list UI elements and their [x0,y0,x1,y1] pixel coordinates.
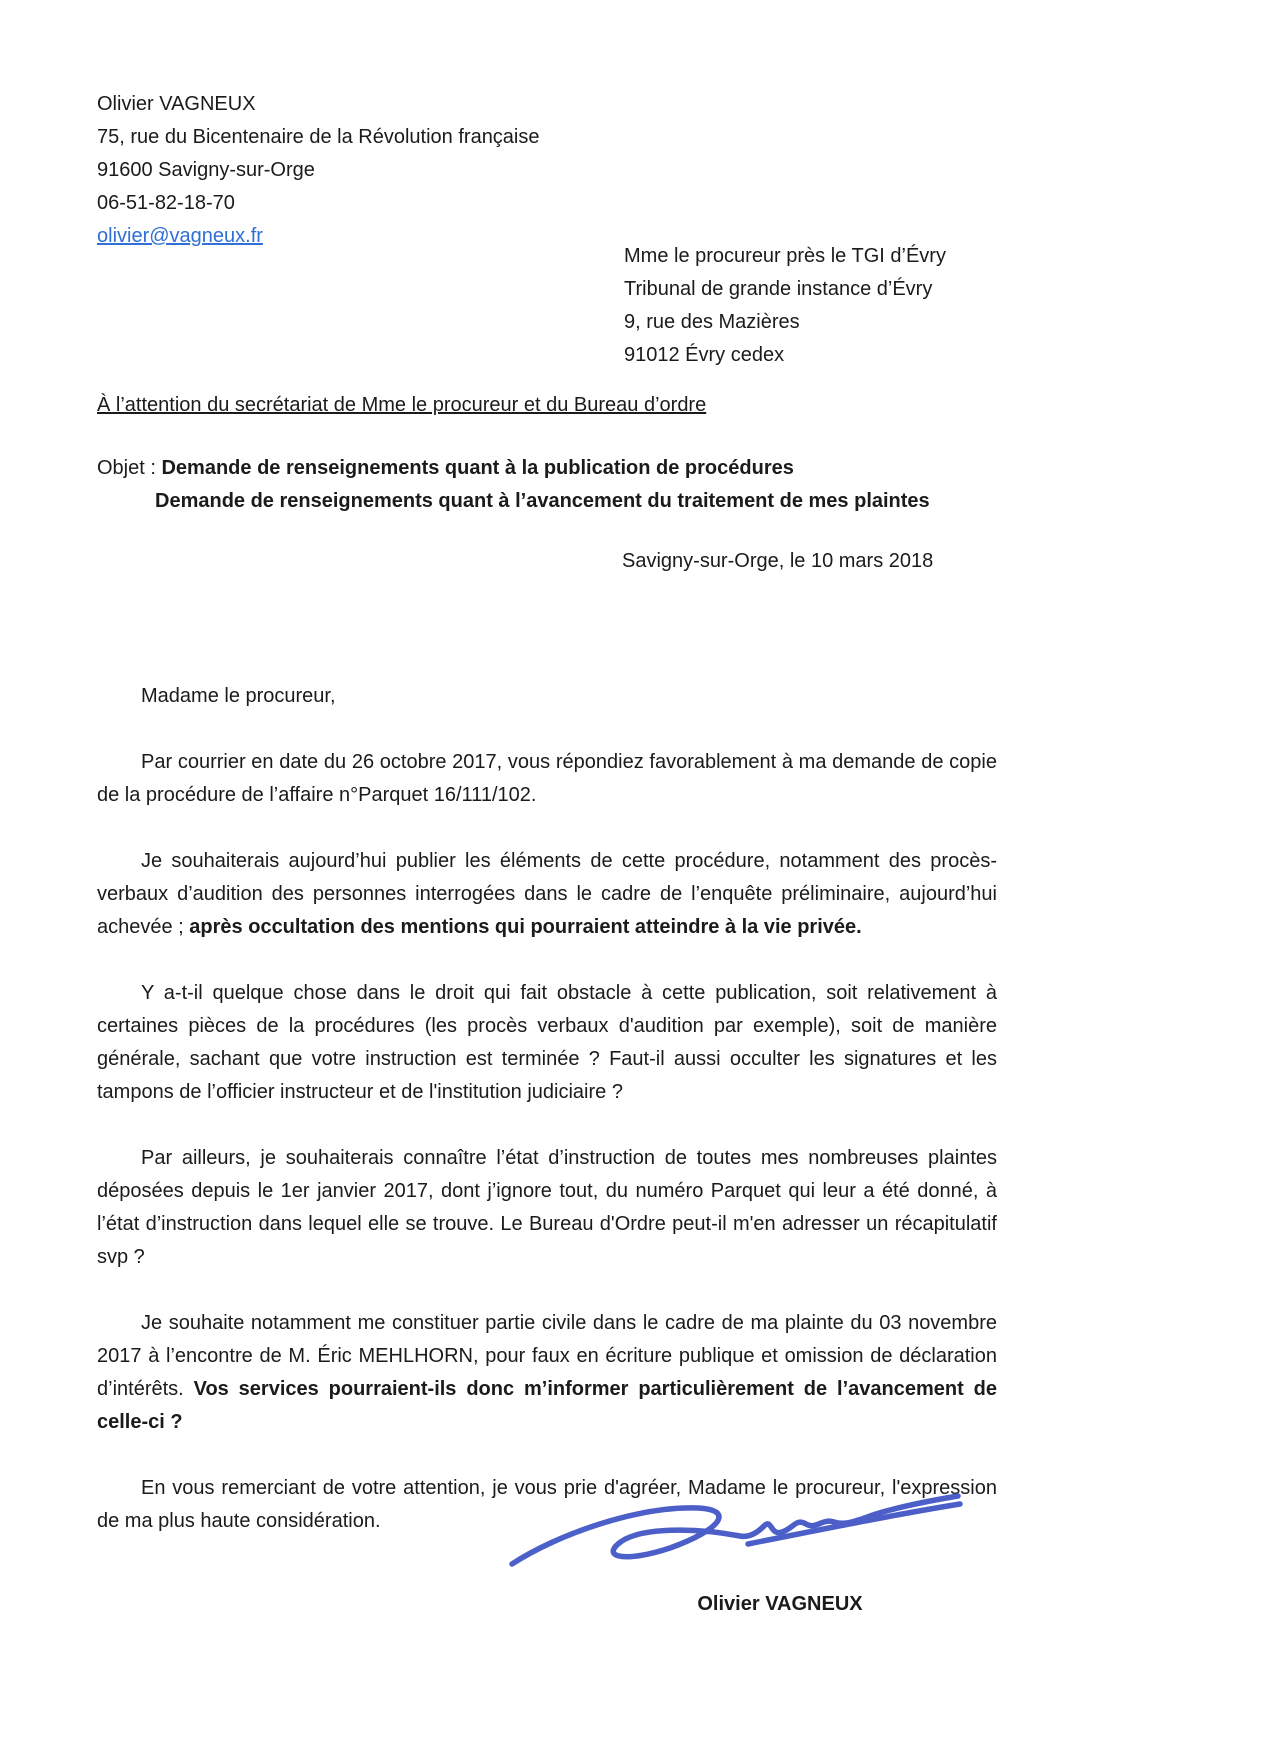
letter-body [97,680,997,1571]
paragraph-5 [97,1307,997,1439]
recipient-street: 9, rue des Mazières [624,311,800,333]
subject-line-2: Demande de renseignements quant à l’avancement du traitement de mes plaintes [155,490,930,512]
signature-name: Olivier VAGNEUX [697,1593,863,1615]
subject-label: Objet : [97,457,156,479]
date-line: Savigny-sur-Orge, le 10 mars 2018 [622,550,934,572]
paragraph-3: Y a-t-il quelque chose dans le droit qui fait obstacle à cette publication, soit relativement à certaines pièces de la procédures (les procès verbaux d'audition par exemple), soit de manière générale, sachant que votre instruction est terminée ? Faut-il aussi occulter les signatures et les tampons de l’officier instructeur et de l'institution judiciaire ? [97,982,997,1103]
recipient-court: Tribunal de grande instance d’Évry [624,278,933,300]
paragraph-closing: En vous remerciant de votre attention, je vous prie d'agréer, Madame le procureur, l'expression de ma plus haute considération. [97,1477,997,1532]
paragraph-1: Par courrier en date du 26 octobre 2017, vous répondiez favorablement à ma demande de copie de la procédure de l’affaire n°Parquet 16/111/102. [97,751,997,806]
salutation: Madame le procureur, [141,685,336,707]
recipient-city: 91012 Évry cedex [624,344,785,366]
paragraph-5-bold-text: Vos services pourraient-ils donc m’informer particulièrement de l’avancement de celle-ci ? [97,1378,997,1433]
subject-block [97,452,930,518]
sender-email-link[interactable]: olivier@vagneux.fr [97,225,263,247]
paragraph-5-text: Je souhaite notamment me constituer partie civile dans le cadre de ma plainte du 03 novembre 2017 à l’encontre de M. Éric MEHLHORN, pour faux en écriture publique et omission de déclaration d’intérêts. [97,1312,997,1400]
attention-line: À l’attention du secrétariat de Mme le procureur et du Bureau d’ordre [97,394,707,416]
handwritten-signature-image [498,1482,973,1587]
paragraph-4: Par ailleurs, je souhaiterais connaître l’état d’instruction de toutes mes nombreuses plaintes déposées depuis le 1er janvier 2017, dont j’ignore tout, du numéro Parquet qui leur a été donné, à l’état d’instruction dans lequel elle se trouve. Le Bureau d'Ordre peut-il m'en adresser un récapitulatif svp ? [97,1147,997,1268]
recipient-block [624,240,946,372]
paragraph-2 [97,845,997,944]
sender-name: Olivier VAGNEUX [97,93,256,115]
recipient-title: Mme le procureur près le TGI d’Évry [624,245,946,267]
paragraph-2-bold-text: après occultation des mentions qui pourraient atteindre à la vie privée. [189,916,862,938]
sender-address-city: 91600 Savigny-sur-Orge [97,159,315,181]
sender-address-street: 75, rue du Bicentenaire de la Révolution française [97,126,540,148]
sender-phone: 06-51-82-18-70 [97,192,235,214]
subject-line-1: Demande de renseignements quant à la publication de procédures [161,457,794,479]
sender-block [97,88,540,253]
paragraph-2-text: Je souhaiterais aujourd’hui publier les éléments de cette procédure, notamment des procès-verbaux d’audition des personnes interrogées dans le cadre de l’enquête préliminaire, aujourd’hui achevée ; [97,850,997,938]
